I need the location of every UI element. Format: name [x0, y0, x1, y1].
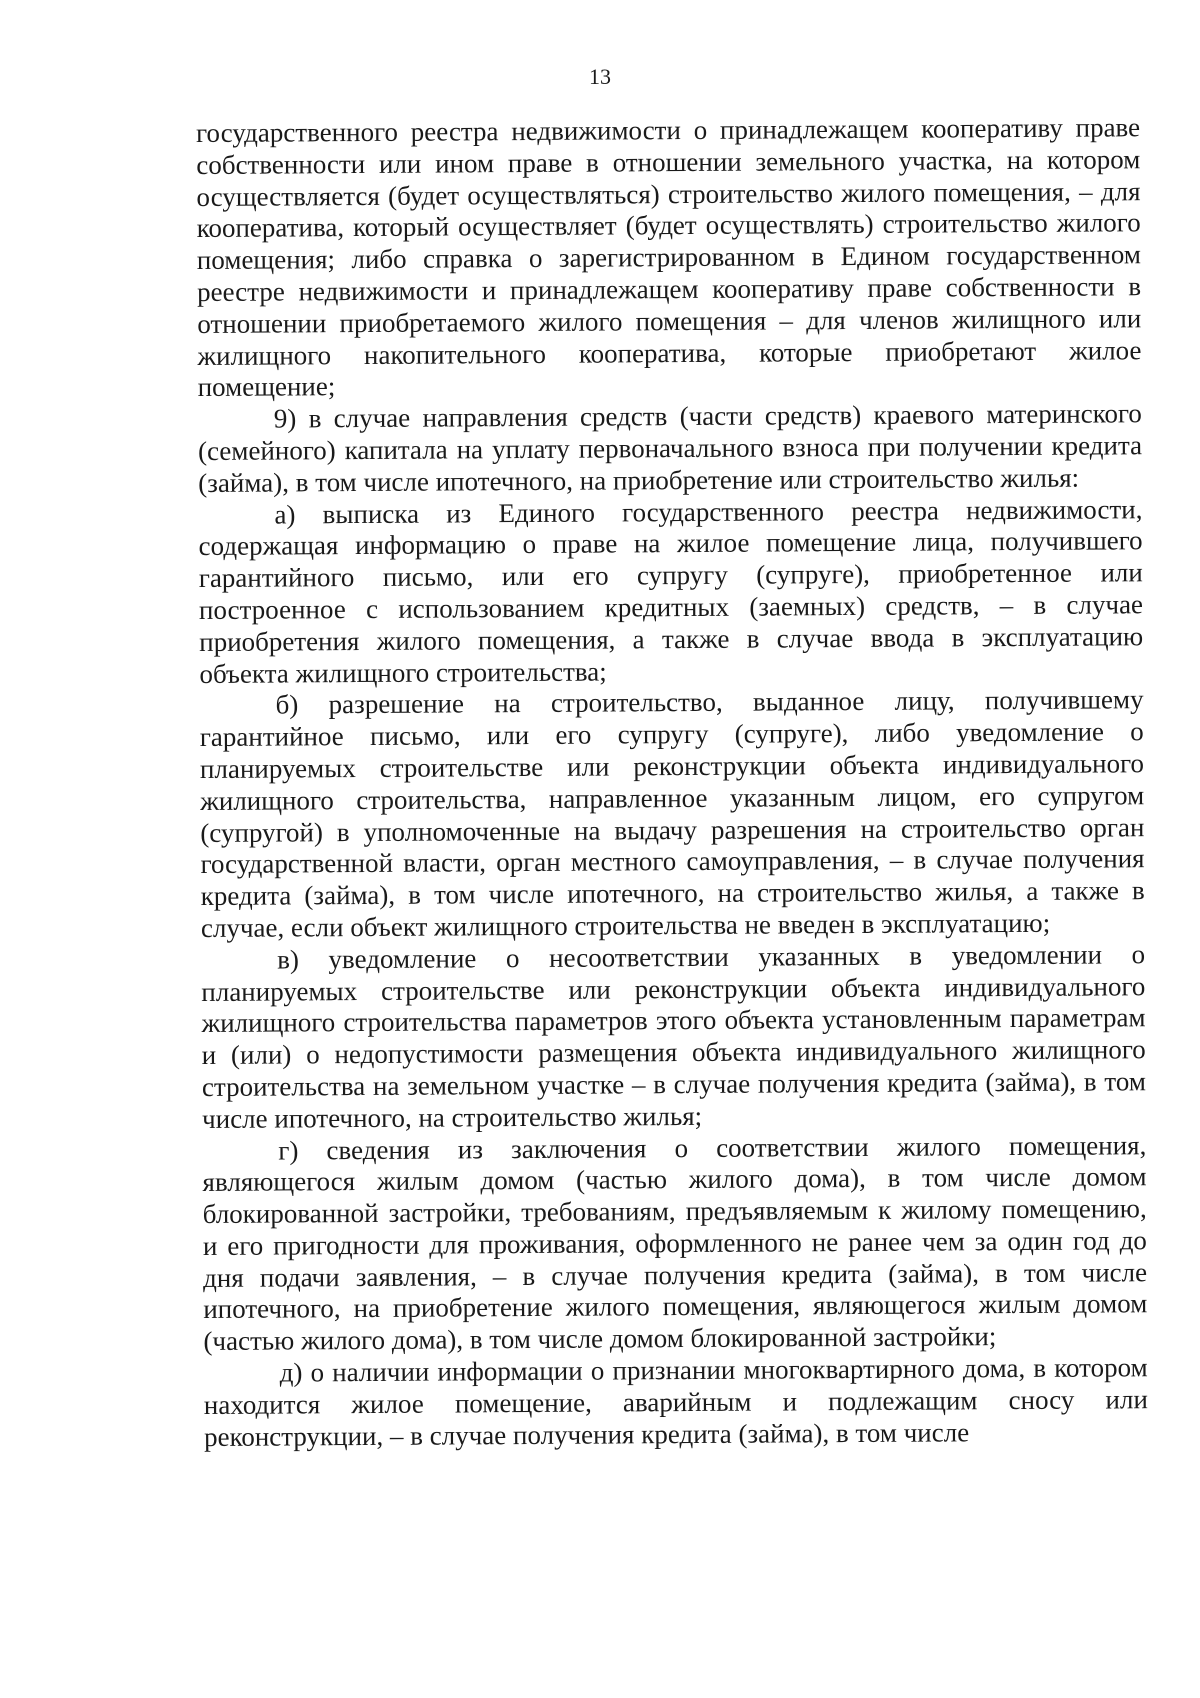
paragraph-continuation: государственного реестра недвижимости о принадлежащем кооперативу праве собственности или ином праве в отношении земельного участка, на котором осуществляется (будет осуществляться) строительство жилого помещения, – для кооператива, который осуществляет (будет осуществлять) строительство жилого помещения; либо справка о зарегистрированном в Едином государственном реестре недвижимости и принадлежащем кооперативу праве собственности в отношении приобретаемого жилого помещения – для членов жилищного или жилищного накопительного кооператива, которые приобретают жилое помещение; [196, 112, 1142, 403]
page-number: 13 [589, 64, 611, 89]
document-body [196, 112, 1148, 1453]
paragraph-item-g: г) сведения из заключения о соответствии жилого помещения, являющегося жилым домом (частью жилого дома), в том числе домом блокированной застройки, требованиям, предъявляемым к жилому помещению, и его пригодности для проживания, оформленного не ранее чем за один год до дня подачи заявления, – в случае получения кредита (займа), в том числе ипотечного, на приобретение жилого помещения, являющегося жилым домом (частью жилого дома), в том числе домом блокированной застройки; [202, 1129, 1148, 1357]
paragraph-item-d: д) о наличии информации о признании многоквартирного дома, в котором находится жилое помещение, аварийным и подлежащим сносу или реконструкции, – в случае получения кредита (займа), в том числе [203, 1352, 1148, 1452]
paragraph-item-9: 9) в случае направления средств (части средств) краевого материнского (семейного) капитала на уплату первоначального взноса при получении кредита (займа), в том числе ипотечного, на приобретение или строительство жилья: [197, 398, 1143, 498]
paragraph-item-v: в) уведомление о несоответствии указанных в уведомлении о планируемых строительстве или реконструкции объекта индивидуального жилищного строительства параметров этого объекта установленным параметрам и (или) о недопустимости размещения объекта индивидуального жилищного строительства на земельном участке – в случае получения кредита (займа), в том числе ипотечного, на строительство жилья; [201, 938, 1146, 1134]
paragraph-item-a: а) выписка из Единого государственного реестра недвижимости, содержащая информацию о праве на жилое помещение лица, получившего гарантийного письмо, или его супругу (супруге), приобретенное или построенное с использованием кредитных (заемных) средств, – в случае приобретения жилого помещения, а также в случае ввода в эксплуатацию объекта жилищного строительства; [198, 493, 1144, 689]
paragraph-item-b: б) разрешение на строительство, выданное лицу, получившему гарантийное письмо, или его супругу (супруге), либо уведомление о планируемых строительстве или реконструкции объекта индивидуального жилищного строительства, направленное указанным лицом, его супругом (супругой) в уполномоченные на выдачу разрешения на строительство орган государственной власти, орган местного самоуправления, – в случае получения кредита (займа), в том числе ипотечного, на строительство жилья, а также в случае, если объект жилищного строительства не введен в эксплуатацию; [199, 684, 1145, 943]
